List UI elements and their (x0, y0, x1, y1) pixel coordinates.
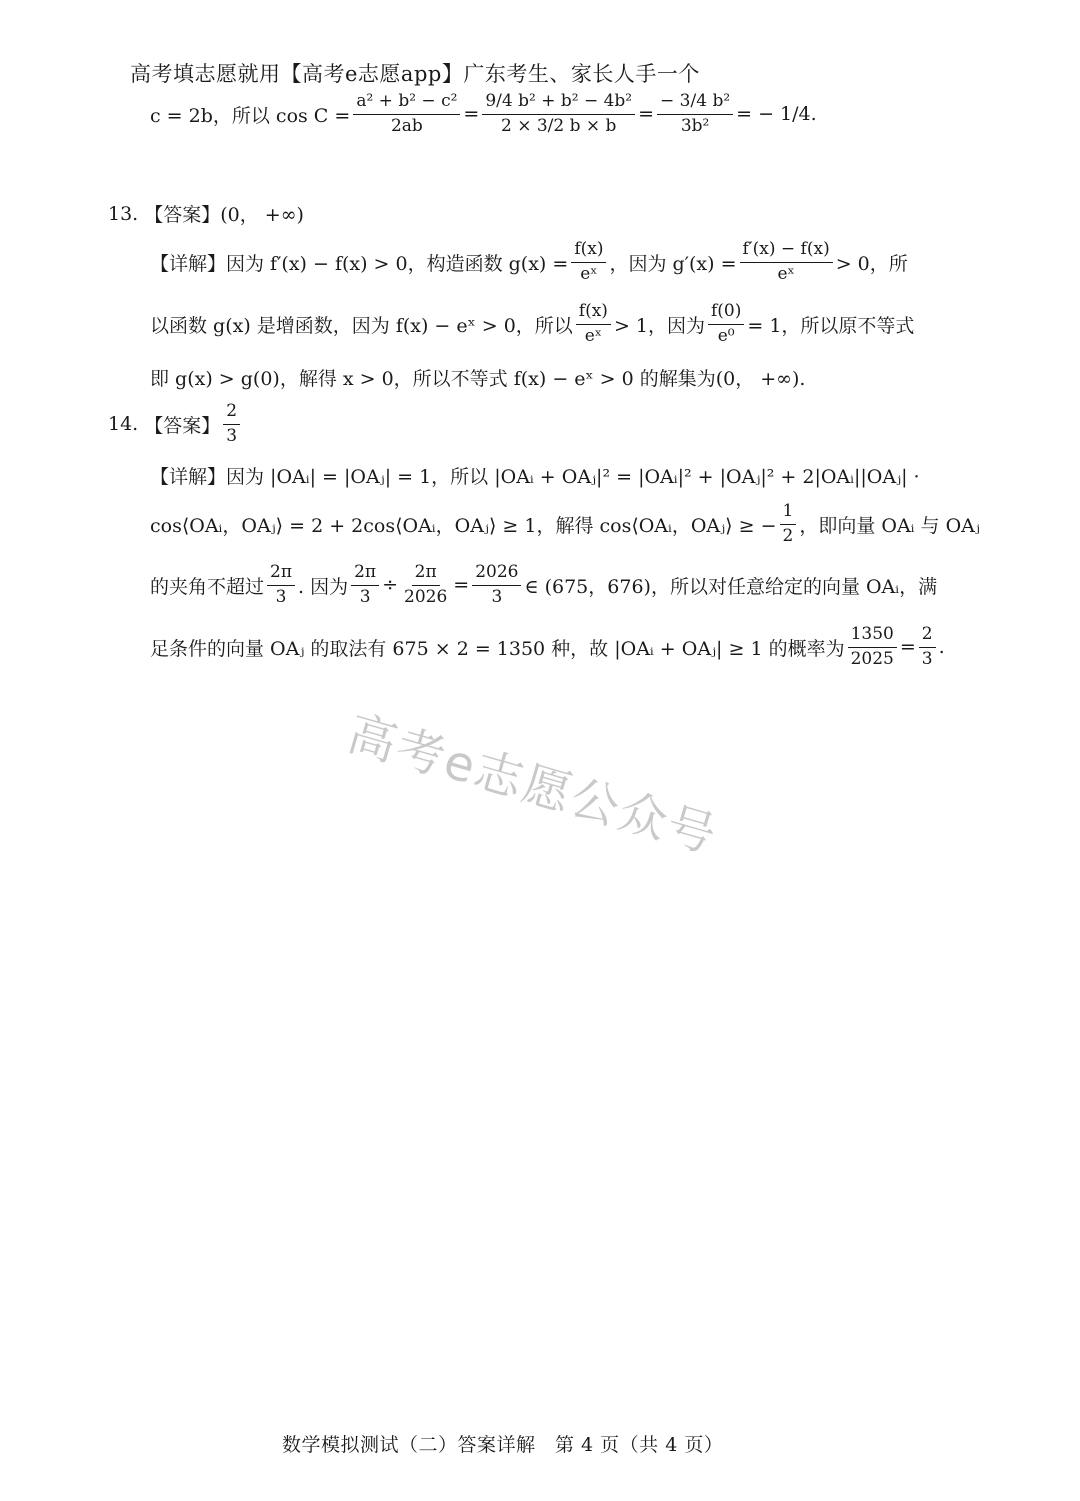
q14-answer-label: 【答案】 (144, 414, 221, 437)
q14-frac-2pi-3a: $\frac{2\pi}{3}$ (267, 563, 295, 607)
q14-frac-1350-2025: $\frac{1350}{2025}$ (848, 625, 897, 669)
page-header-ad: 高考填志愿就用【高考e志愿app】广东考生、家长人手一个 (130, 62, 700, 86)
q14-number: 14. (108, 413, 139, 436)
q14-answer-line (108, 402, 243, 446)
q14-detail-label: 【详解】 (150, 466, 227, 488)
q12-conclusion-line: c = 2b，所以 cos C = $\frac{\text{a² + b² − c²}}{2ab}$ = $\frac{\text{9/4 b² + b² − 4b²}}{2 \times 3/2 b \times b}$ = $\frac{\text{− 3/4 b²}}{\text{3b²}}$ = − 1/4. (150, 91, 817, 136)
page-footer: 数学模拟测试（二）答案详解 第 4 页（共 4 页） (282, 1434, 724, 1456)
watermark: 高考e志愿公众号 (341, 705, 724, 865)
q13-frac-gprime: $\frac{f'(x) - f(x)}{\text{eˣ}}$ (740, 240, 833, 284)
q13-answer-line (108, 200, 304, 227)
q14-detail-line-4: 足条件的向量 OAⱼ 的取法有 675 × 2 = 1350 种，故 |OAᵢ + OAⱼ| ≥ 1 的概率为 $\frac{1350}{2025}$ = $\frac{2}{3}$ . (150, 624, 945, 669)
q14-detail-line-1: 【详解】 因为 |OAᵢ| = |OAⱼ| = 1，所以 |OAᵢ + OAⱼ|² = |OAᵢ|² + |OAⱼ|² + 2|OAᵢ||OAⱼ| · (150, 462, 920, 489)
q14-frac-half: $\frac{1}{2}$ (780, 502, 797, 546)
q14-frac-2pi-2026: $\frac{2\pi}{2026}$ (404, 562, 448, 607)
q13-detail-label: 【详解】 (150, 252, 227, 275)
q12-fraction-2: $\frac{\text{9/4 b² + b² − 4b²}}{2 \times 3/2 b \times b}$ (482, 92, 635, 136)
q14-frac-2-3: $\frac{2}{3}$ (919, 625, 936, 669)
q14-detail-line-3: 的夹角不超过 $\frac{2\pi}{3}$ . 因为 $\frac{2\pi}{3}$ ÷ $\frac{2\pi}{2026}$ = $\frac{2026}{3}$ ∈ (675，676)，所以对任意给定的向量 OAᵢ，满 (150, 562, 938, 607)
q12-intro: c = 2b，所以 cos C = (150, 104, 351, 127)
q13-number: 13. (108, 202, 139, 225)
q14-frac-2026-3: $\frac{2026}{3}$ (472, 563, 521, 607)
q14-detail-line-2: cos⟨OAᵢ，OAⱼ⟩ = 2 + 2cos⟨OAᵢ，OAⱼ⟩ ≥ 1，解得 cos⟨OAᵢ，OAⱼ⟩ ≥ − $\frac{1}{2}$ ，即向量 OAᵢ 与 OAⱼ (150, 501, 980, 546)
q13-answer: (0， +∞) (220, 204, 304, 226)
q13-detail-line-3: 即 g(x) > g(0)，解得 x > 0，所以不等式 f(x) − eˣ > 0 的解集为(0， +∞). (150, 368, 806, 390)
q13-frac-fx-ex: $\frac{f(x)}{\text{eˣ}}$ (576, 302, 611, 346)
q13-detail-line-2: 以函数 g(x) 是增函数，因为 f(x) − eˣ > 0，所以 $\frac{f(x)}{\text{eˣ}}$ > 1，因为 $\frac{f(0)}{\text{e⁰}}$ = 1，所以原不等式 (150, 301, 915, 346)
q12-fraction-1: $\frac{\text{a² + b² − c²}}{2ab}$ (353, 92, 460, 136)
q14-answer-fraction: $\frac{2}{3}$ (223, 402, 240, 446)
q13-detail-line-1: 【详解】 因为 f′(x) − f(x) > 0，构造函数 g(x) = $\frac{f(x)}{\text{eˣ}}$ ，因为 g′(x) = $\frac{f'(x) - f(x)}{\text{eˣ}}$ > 0，所 (150, 239, 908, 284)
q13-answer-label: 【答案】 (144, 204, 221, 226)
q12-fraction-3: $\frac{\text{− 3/4 b²}}{\text{3b²}}$ (657, 92, 733, 136)
q13-frac-gx: $\frac{f(x)}{\text{eˣ}}$ (571, 240, 606, 284)
q14-frac-2pi-3b: $\frac{2\pi}{3}$ (351, 563, 379, 607)
q12-result: = − 1/4. (736, 103, 817, 126)
q13-frac-f0-e0: $\frac{f(0)}{\text{e⁰}}$ (708, 302, 744, 346)
